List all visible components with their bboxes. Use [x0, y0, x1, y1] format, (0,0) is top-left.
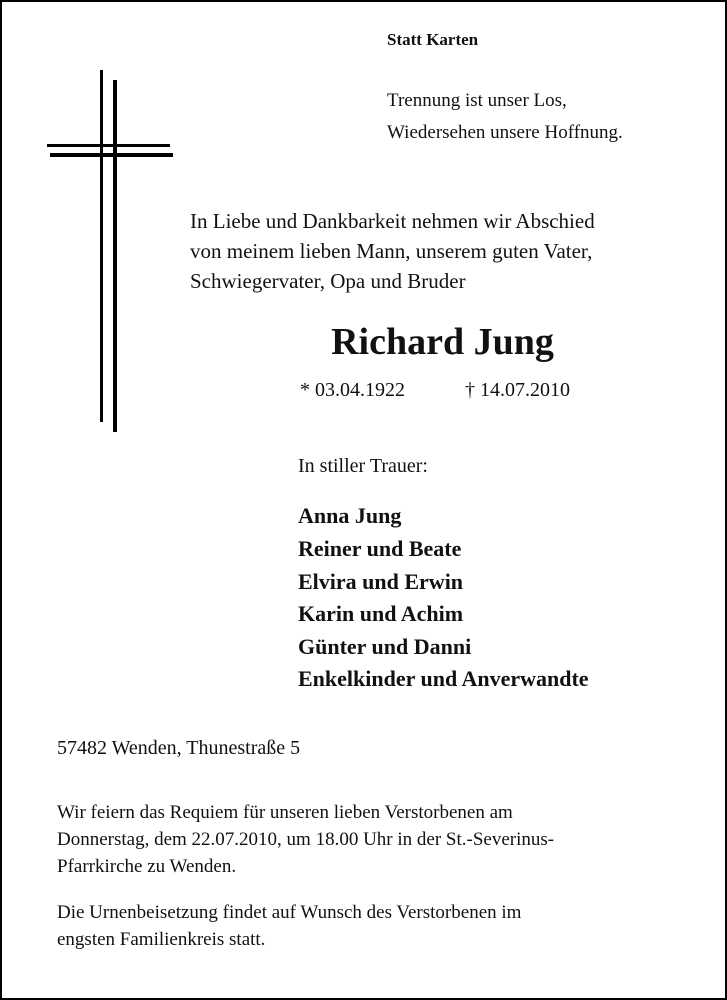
- intro-line-3: Schwiegervater, Opa und Bruder: [190, 269, 466, 293]
- deceased-name: Richard Jung: [331, 321, 554, 363]
- intro-line-1: In Liebe und Dankbarkeit nehmen wir Abschied: [190, 209, 595, 233]
- burial-line-1: Die Urnenbeisetzung findet auf Wunsch des Verstorbenen im: [57, 902, 522, 923]
- mourner-name: Anna Jung: [298, 503, 402, 528]
- mourner-name: Reiner und Beate: [298, 536, 462, 561]
- requiem-line-3: Pfarrkirche zu Wenden.: [57, 856, 237, 877]
- mourner-name: Elvira und Erwin: [298, 569, 464, 594]
- motto-line-1: Trennung ist unser Los,: [387, 90, 567, 111]
- cross-vertical-bar-1: [100, 70, 103, 422]
- mourner-name: Günter und Danni: [298, 634, 472, 659]
- cross-horizontal-bar-2: [50, 153, 173, 157]
- death-date: † 14.07.2010: [465, 379, 570, 401]
- mourner-name: Enkelkinder und Anverwandte: [298, 666, 589, 691]
- mourner-name: Karin und Achim: [298, 601, 464, 626]
- birth-date: * 03.04.1922: [300, 379, 405, 401]
- requiem-line-1: Wir feiern das Requiem für unseren lieben Verstorbenen am: [57, 802, 513, 823]
- motto-line-2: Wiedersehen unsere Hoffnung.: [387, 122, 623, 143]
- cross-horizontal-bar-1: [47, 144, 170, 147]
- cross-vertical-bar-2: [113, 80, 117, 432]
- family-address: 57482 Wenden, Thunestraße 5: [57, 737, 301, 759]
- statt-karten-label: Statt Karten: [387, 30, 479, 49]
- mourners-heading: In stiller Trauer:: [298, 455, 428, 477]
- requiem-line-2: Donnerstag, dem 22.07.2010, um 18.00 Uhr in der St.-Severinus-: [57, 829, 555, 850]
- burial-line-2: engsten Familienkreis statt.: [57, 929, 266, 950]
- intro-line-2: von meinem lieben Mann, unserem guten Vater,: [190, 239, 593, 263]
